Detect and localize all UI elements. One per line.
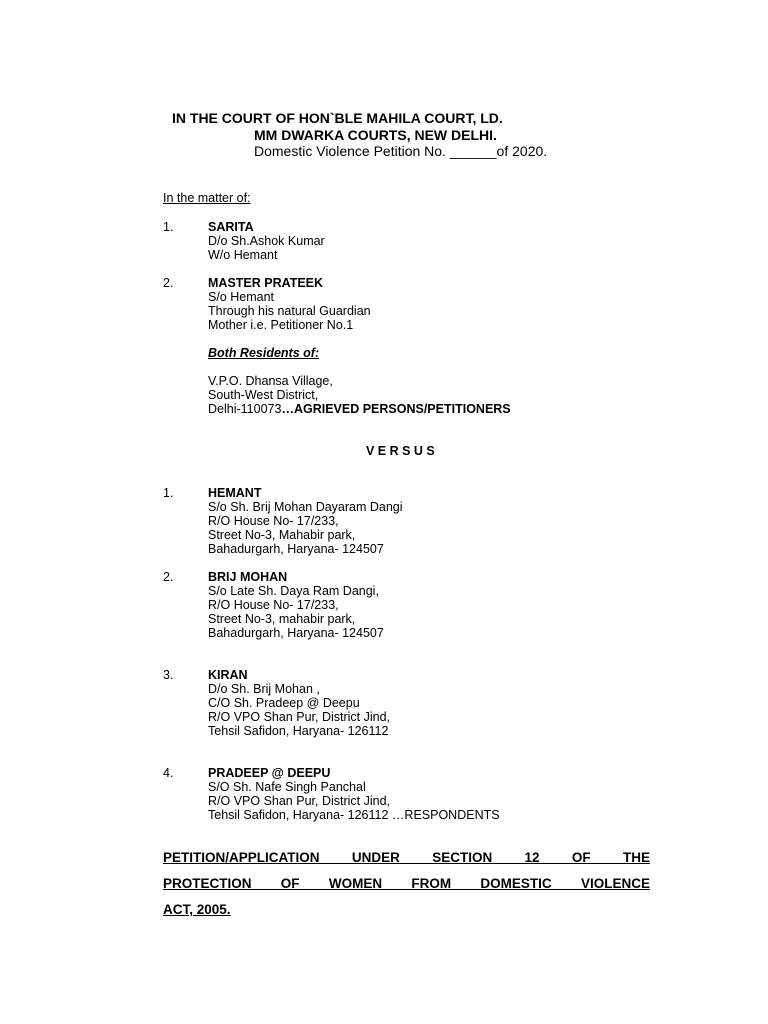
matter-label: In the matter of:	[163, 191, 251, 205]
petition-title-line3: ACT, 2005.	[163, 902, 231, 917]
respondent-2-detail: Street No-3, mahabir park,	[208, 612, 356, 626]
respondent-4-number: 4.	[163, 766, 174, 780]
petitioner-2-name: MASTER PRATEEK	[208, 276, 324, 290]
respondent-1-detail: Street No-3, Mahabir park,	[208, 528, 356, 542]
respondent-3-detail: D/o Sh. Brij Mohan ,	[208, 682, 320, 696]
petitioner-2-detail: Mother i.e. Petitioner No.1	[208, 318, 354, 332]
residents-label: Both Residents of:	[208, 346, 320, 360]
respondent-3-number: 3.	[163, 668, 174, 682]
court-title-line2: MM DWARKA COURTS, NEW DELHI.	[254, 127, 497, 143]
petitioner-2-detail: Through his natural Guardian	[208, 304, 371, 318]
address-line-final	[208, 402, 511, 416]
respondent-3-detail: Tehsil Safidon, Haryana- 126112	[208, 724, 389, 738]
respondent-1-name: HEMANT	[208, 486, 262, 500]
petition-title	[163, 845, 650, 923]
petition-number: Domestic Violence Petition No. ______of 2020.	[254, 143, 548, 159]
respondent-2-detail: R/O House No- 17/233,	[208, 598, 339, 612]
address-line: South-West District,	[208, 388, 319, 402]
petitioner-1-detail: W/o Hemant	[208, 248, 278, 262]
court-title-line1: IN THE COURT OF HON`BLE MAHILA COURT, LD.	[172, 110, 503, 126]
respondent-4-detail: R/O VPO Shan Pur, District Jind,	[208, 794, 391, 808]
petitioner-2-detail: S/o Hemant	[208, 290, 275, 304]
respondent-1-detail: R/O House No- 17/233,	[208, 514, 339, 528]
respondent-4-detail: S/O Sh. Nafe Singh Panchal	[208, 780, 366, 794]
respondent-4-detail: Tehsil Safidon, Haryana- 126112 …RESPONDENTS	[208, 808, 500, 822]
versus-heading: V E R S U S	[366, 444, 435, 458]
respondent-3-name: KIRAN	[208, 668, 248, 682]
petitioner-1-number: 1.	[163, 220, 174, 234]
respondent-2-detail: S/o Late Sh. Daya Ram Dangi,	[208, 584, 379, 598]
respondent-3-detail: C/O Sh. Pradeep @ Deepu	[208, 696, 360, 710]
petitioner-2-number: 2.	[163, 276, 174, 290]
respondent-1-detail: S/o Sh. Brij Mohan Dayaram Dangi	[208, 500, 403, 514]
respondent-4-name: PRADEEP @ DEEPU	[208, 766, 331, 780]
petitioner-1-detail: D/o Sh.Ashok Kumar	[208, 234, 325, 248]
respondent-2-name: BRIJ MOHAN	[208, 570, 288, 584]
petitioner-1-name: SARITA	[208, 220, 254, 234]
address-line: V.P.O. Dhansa Village,	[208, 374, 333, 388]
respondent-1-detail: Bahadurgarh, Haryana- 124507	[208, 542, 384, 556]
respondent-2-number: 2.	[163, 570, 174, 584]
respondent-2-detail: Bahadurgarh, Haryana- 124507	[208, 626, 384, 640]
address-pincode: Delhi-110073	[208, 402, 282, 416]
respondent-3-detail: R/O VPO Shan Pur, District Jind,	[208, 710, 391, 724]
petitioners-designation: …AGRIEVED PERSONS/PETITIONERS	[281, 402, 511, 416]
petition-title-line2: PROTECTION OF WOMEN FROM DOMESTIC VIOLENCE	[163, 876, 650, 891]
respondent-1-number: 1.	[163, 486, 174, 500]
petition-title-line1: PETITION/APPLICATION UNDER SECTION 12 OF THE	[163, 850, 650, 865]
